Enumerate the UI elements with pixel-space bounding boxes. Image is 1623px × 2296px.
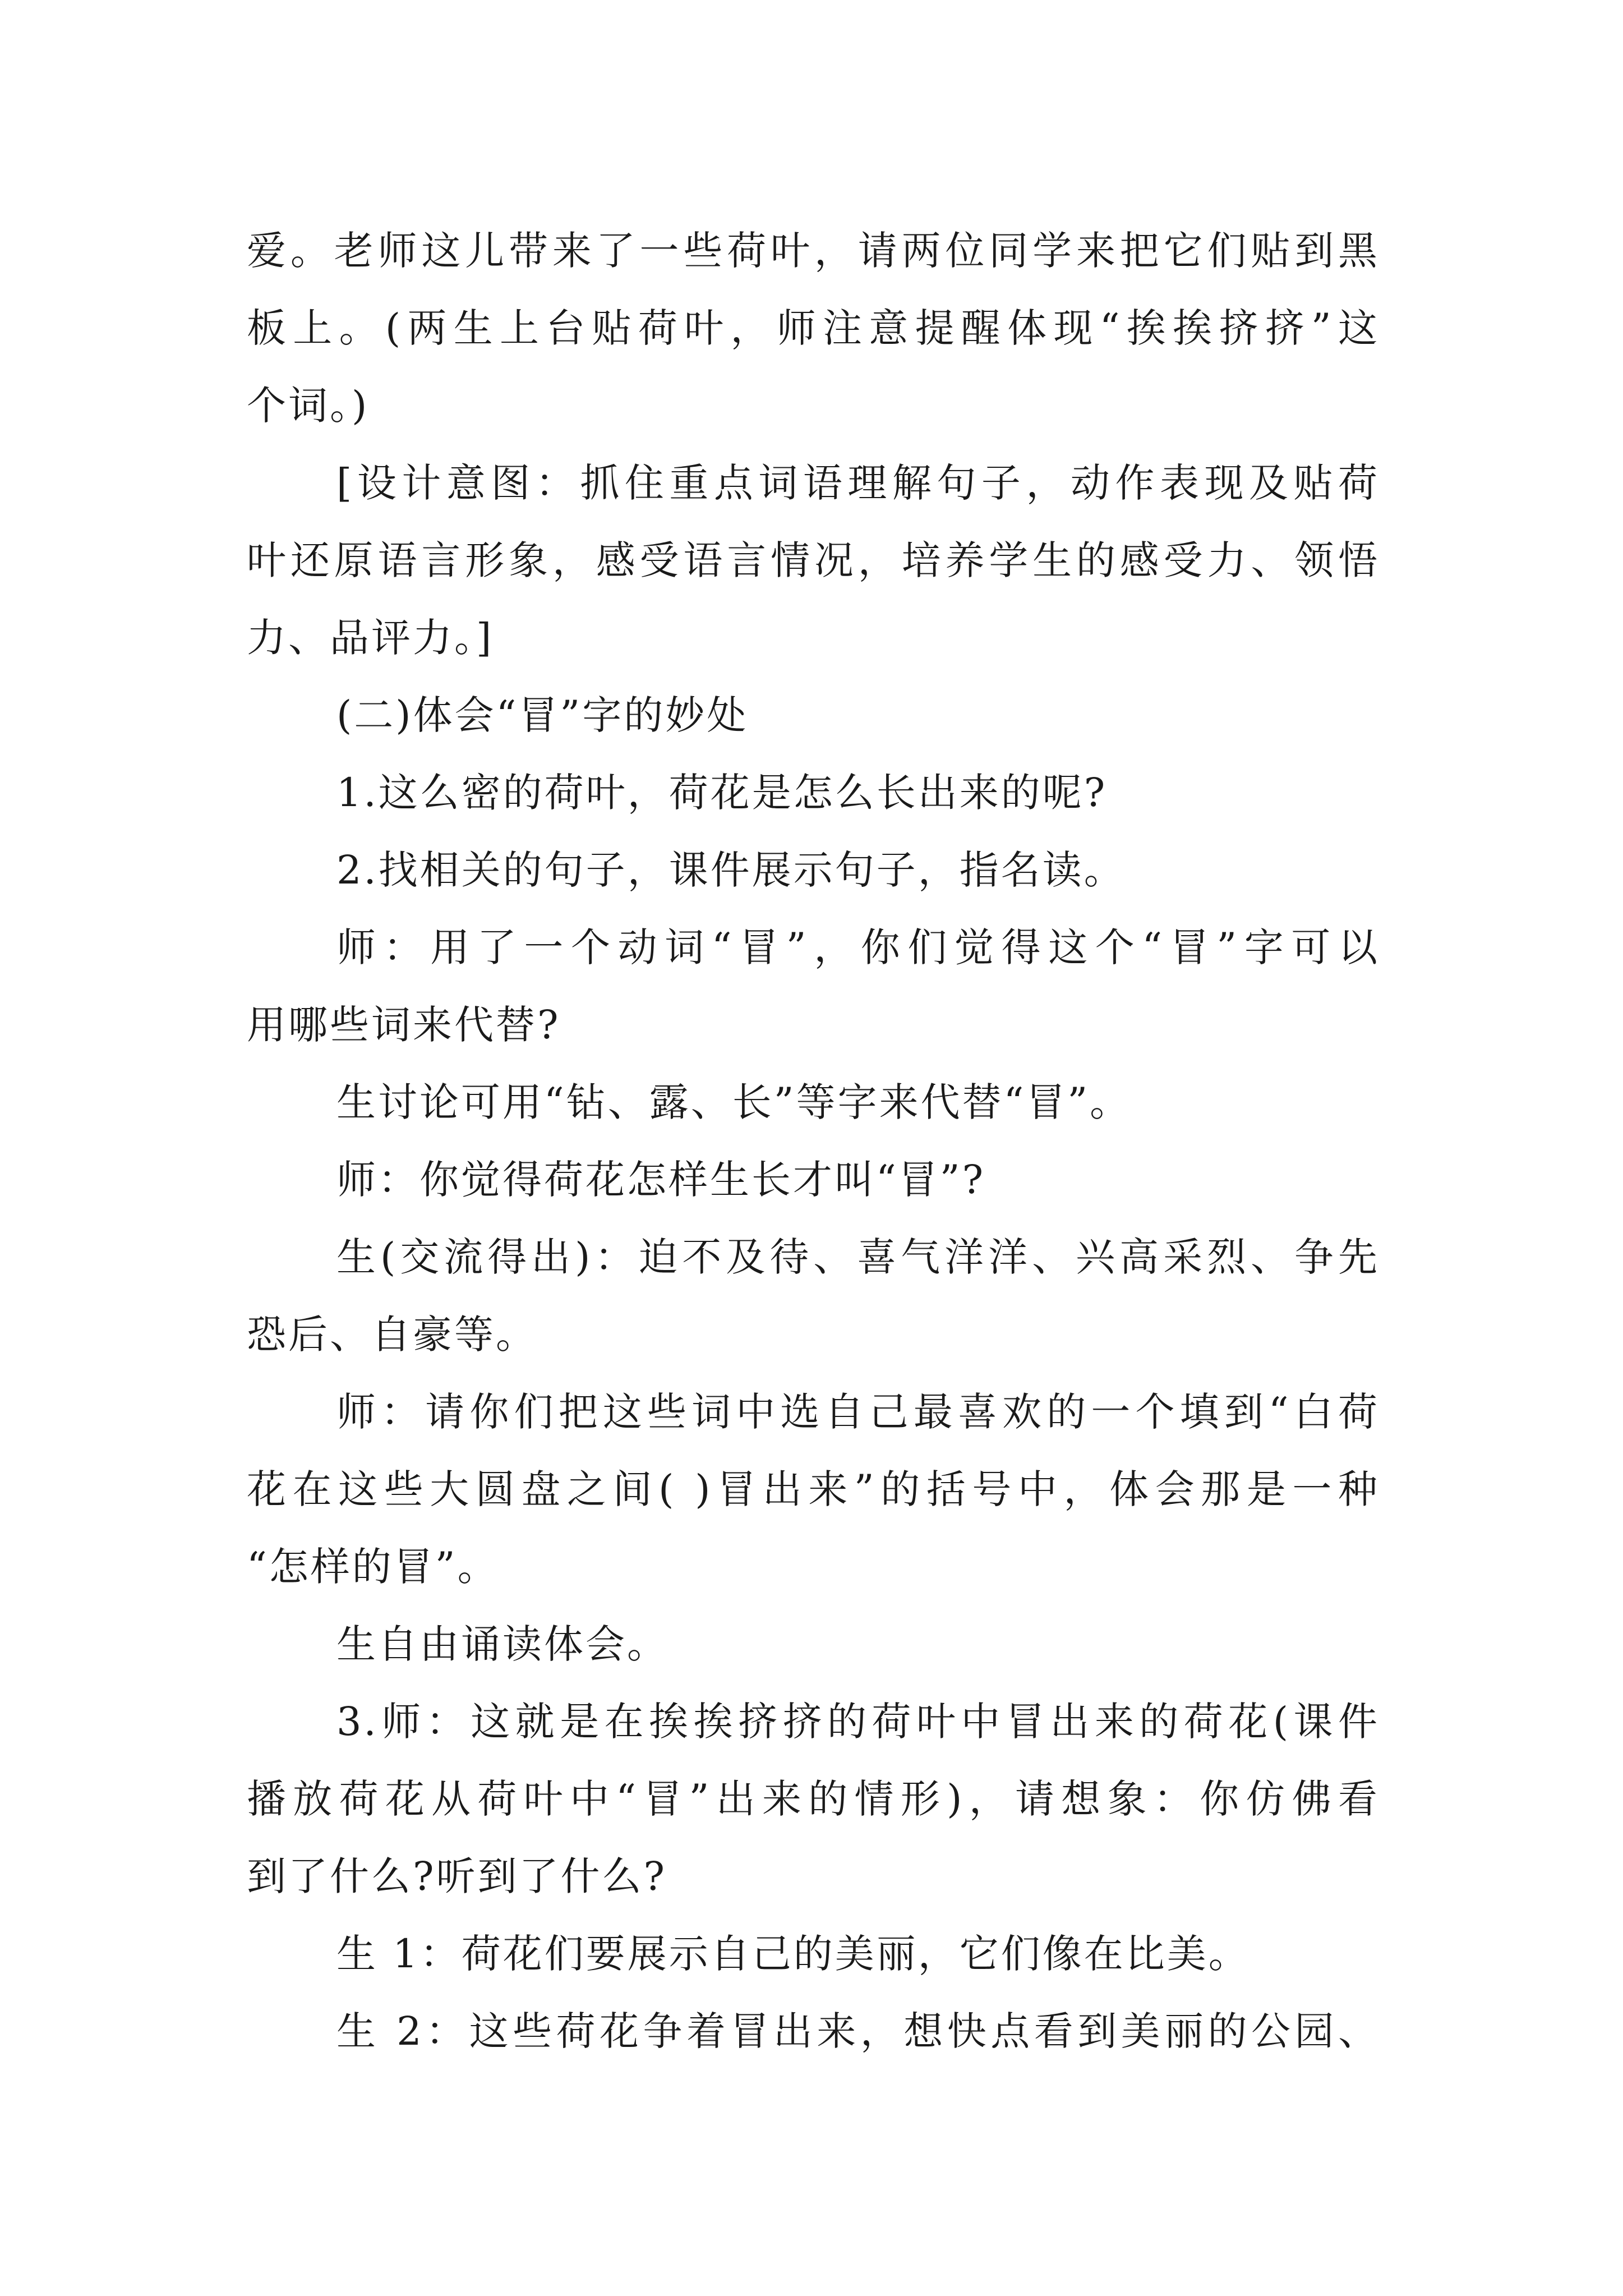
- text-line: 到了什么?听到了什么?: [247, 1853, 667, 1899]
- text-line: 个词。): [247, 383, 370, 429]
- text-line: [设计意图：抓住重点词语理解句子，动作表现及贴荷: [336, 460, 1380, 506]
- text-line: 生讨论可用“钻、露、长”等字来代替“冒”。: [336, 1079, 1132, 1125]
- text-line: 板上。(两生上台贴荷叶，师注意提醒体现“挨挨挤挤”这: [247, 305, 1380, 351]
- text-line: 3.师：这就是在挨挨挤挤的荷叶中冒出来的荷花(课件: [336, 1699, 1380, 1745]
- text-line: 2.找相关的句子，课件展示句子，指名读。: [336, 847, 1126, 893]
- text-line: 师：你觉得荷花怎样生长才叫“冒”?: [336, 1157, 986, 1203]
- text-line: 花在这些大圆盘之间( )冒出来”的括号中，体会那是一种: [247, 1466, 1380, 1512]
- text-line: 生 1：荷花们要展示自己的美丽，它们像在比美。: [336, 1931, 1250, 1977]
- text-line: “怎样的冒”。: [247, 1544, 499, 1590]
- text-line: 师：用了一个动词“冒”，你们觉得这个“冒”字可以: [336, 924, 1380, 970]
- text-line: 生(交流得出)：迫不及待、喜气洋洋、兴高采烈、争先: [336, 1234, 1380, 1280]
- text-line: 1.这么密的荷叶，荷花是怎么长出来的呢?: [336, 770, 1108, 816]
- text-line: 生自由诵读体会。: [336, 1621, 668, 1667]
- text-line: 恐后、自豪等。: [247, 1312, 537, 1358]
- text-line: 用哪些词来代替?: [247, 1002, 561, 1048]
- document-body: [247, 212, 1380, 2070]
- text-line: 生 2：这些荷花争着冒出来，想快点看到美丽的公园、: [336, 2008, 1380, 2054]
- text-line: 播放荷花从荷叶中“冒”出来的情形)，请想象：你仿佛看: [247, 1776, 1380, 1822]
- text-line: 力、品评力。]: [247, 615, 494, 661]
- text-line: 叶还原语言形象，感受语言情况，培养学生的感受力、领悟: [247, 537, 1380, 583]
- section-heading: (二)体会“冒”字的妙处: [336, 692, 749, 738]
- text-line: 爱。老师这儿带来了一些荷叶，请两位同学来把它们贴到黑: [247, 228, 1380, 274]
- text-line: 师：请你们把这些词中选自己最喜欢的一个填到“白荷: [336, 1389, 1380, 1435]
